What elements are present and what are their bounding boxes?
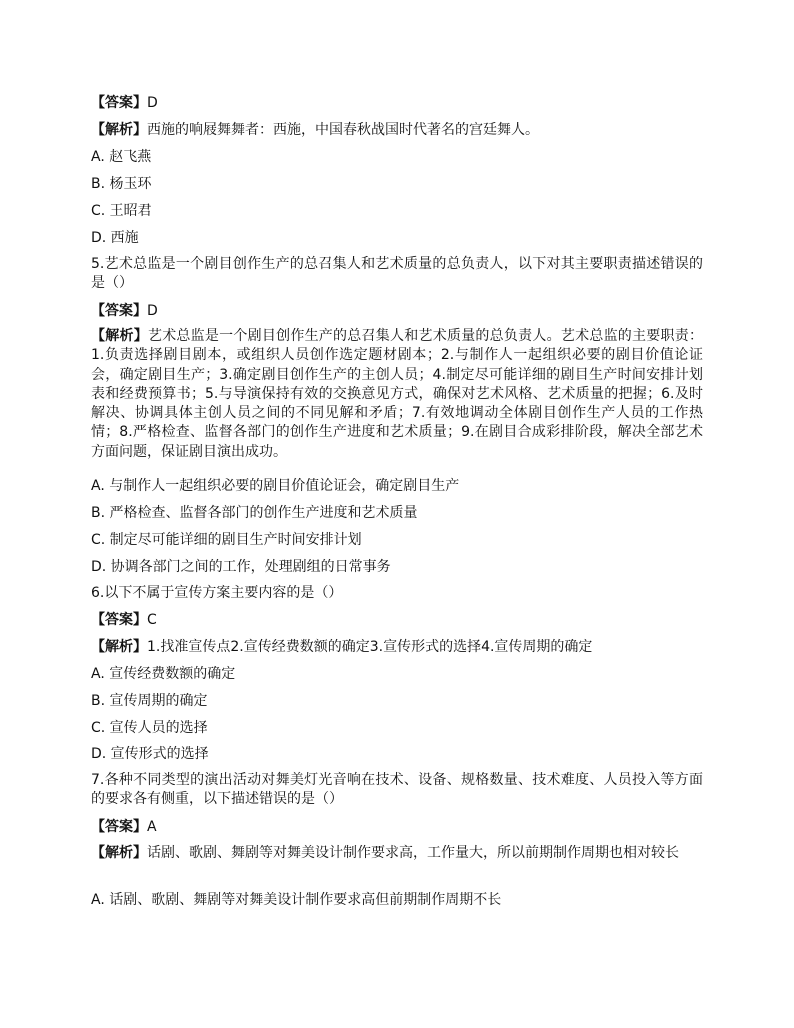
analysis-paragraph: [91, 844, 703, 863]
option-d: D. 西施: [91, 230, 139, 246]
analysis-tag: 【解析】: [91, 639, 147, 655]
analysis-text: 1.找准宣传点2.宣传经费数额的确定3.宣传形式的选择4.宣传周期的确定: [147, 639, 593, 655]
answer-tag: 【答案】: [91, 819, 147, 835]
answer-line: [91, 95, 158, 111]
option-c: C. 制定尽可能详细的剧目生产时间安排计划: [91, 532, 362, 548]
option-a: A. 赵飞燕: [91, 149, 152, 165]
option-a: A. 与制作人一起组织必要的剧目价值论证会，确定剧目生产: [91, 478, 460, 494]
analysis-line: [91, 639, 592, 655]
option-b: B. 杨玉环: [91, 176, 152, 192]
option-a: A. 话剧、歌剧、舞剧等对舞美设计制作要求高但前期制作周期不长: [91, 892, 502, 908]
option-a: A. 宣传经费数额的确定: [91, 666, 236, 682]
answer-value: A: [147, 819, 157, 835]
option-b: B. 宣传周期的确定: [91, 693, 208, 709]
answer-line: [91, 819, 157, 835]
option-c: C. 王昭君: [91, 203, 152, 219]
option-d: D. 协调各部门之间的工作，处理剧组的日常事务: [91, 559, 391, 575]
option-d: D. 宣传形式的选择: [91, 746, 209, 762]
answer-tag: 【答案】: [91, 95, 147, 111]
answer-line: [91, 303, 158, 319]
analysis-line: [91, 122, 539, 138]
analysis-text: 艺术总监是一个剧目创作生产的总召集人和艺术质量的总负责人。艺术总监的主要职责：1.负责选择剧目剧本，或组织人员创作选定题材剧本；2.与制作人一起组织必要的剧目价值论证会，确定剧目生产；3.确定剧目创作生产的主创人员；4.制定尽可能详细的剧目生产时间安排计划表和经费预算书；5.与导演保持有效的交换意见方式，确保对艺术风格、艺术质量的把握；6.及时解决、协调具体主创人员之间的不同见解和矛盾；7.有效地调动全体剧目创作生产人员的工作热情；8.严格检查、监督各部门的创作生产进度和艺术质量；9.在剧目合成彩排阶段，解决全部艺术方面问题，保证剧目演出成功。: [91, 328, 703, 460]
question-5: 5.艺术总监是一个剧目创作生产的总召集人和艺术质量的总负责人，以下对其主要职责描述错误的是（）: [91, 256, 703, 292]
answer-tag: 【答案】: [91, 612, 147, 628]
answer-line: [91, 612, 157, 628]
answer-tag: 【答案】: [91, 303, 147, 319]
analysis-tag: 【解析】: [91, 845, 147, 861]
analysis-tag: 【解析】: [91, 122, 147, 138]
analysis-tag: 【解析】: [91, 328, 148, 344]
question-7: 7.各种不同类型的演出活动对舞美灯光音响在技术、设备、规格数量、技术难度、人员投入等方面的要求各有侧重，以下描述错误的是（）: [91, 772, 703, 808]
analysis-text: 话剧、歌剧、舞剧等对舞美设计制作要求高，工作量大，所以前期制作周期也相对较长: [147, 845, 679, 861]
question-6: 6.以下不属于宣传方案主要内容的是（）: [91, 585, 343, 601]
option-b: B. 严格检查、监督各部门的创作生产进度和艺术质量: [91, 505, 418, 521]
answer-value: D: [147, 303, 158, 319]
analysis-text: 西施的响屐舞舞者：西施，中国春秋战国时代著名的宫廷舞人。: [147, 122, 539, 138]
option-c: C. 宣传人员的选择: [91, 720, 208, 736]
analysis-paragraph: [91, 327, 703, 462]
answer-value: D: [147, 95, 158, 111]
answer-value: C: [147, 612, 157, 628]
